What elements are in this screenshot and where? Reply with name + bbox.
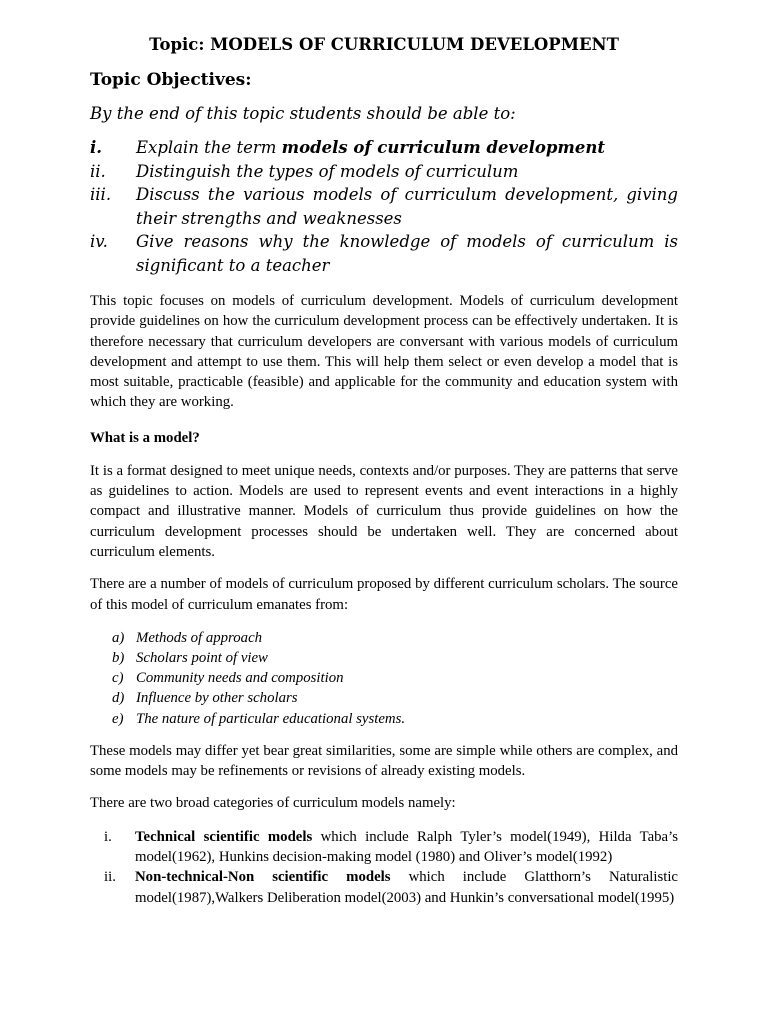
objectives-list — [90, 136, 678, 277]
objective-text: Explain the term — [136, 138, 282, 157]
objective-item — [90, 230, 678, 277]
source-item — [112, 709, 678, 729]
objective-item — [90, 136, 678, 160]
source-text: The nature of particular educational systems. — [136, 710, 406, 727]
objective-emphasis: models of curriculum development — [281, 138, 605, 157]
objective-number: ii. — [90, 161, 106, 181]
category-text: which include Glatthorn’s Naturalistic model(1987),Walkers Deliberation model(2003) and Hunkin’s conversational model(1995) — [135, 869, 678, 906]
category-item — [90, 867, 678, 908]
categories-paragraph: There are two broad categories of curriculum models namely: — [90, 795, 456, 812]
objective-number: i. — [90, 138, 103, 157]
source-item — [112, 668, 678, 688]
source-letter: e) — [112, 710, 124, 727]
page-title: Topic: MODELS OF CURRICULUM DEVELOPMENT — [149, 35, 619, 54]
objectives-lead: By the end of this topic students should be able to: — [90, 104, 516, 123]
objective-number: iv. — [90, 232, 108, 251]
category-item — [90, 827, 678, 868]
objectives-heading: Topic Objectives: — [90, 70, 252, 90]
sources-list — [90, 628, 678, 729]
objective-number: iii. — [90, 185, 112, 204]
category-name: Technical scientific models — [135, 828, 313, 845]
source-text: Methods of approach — [136, 629, 263, 646]
section-heading: What is a model? — [90, 429, 200, 446]
sources-paragraph: There are a number of models of curriculum proposed by different curriculum scholars. The source of this model of curriculum emanates from: — [90, 576, 678, 613]
document-page — [90, 30, 678, 908]
categories-list — [90, 827, 678, 908]
source-letter: b) — [112, 650, 125, 667]
source-letter: c) — [112, 670, 124, 687]
source-item — [112, 688, 678, 708]
objective-text: Give reasons why the knowledge of models of curriculum is significant to a teacher — [136, 232, 678, 275]
source-text: Community needs and composition — [136, 670, 344, 687]
objective-text: Discuss the various models of curriculum development, giving their strengths and weaknesses — [136, 185, 678, 228]
source-text: Scholars point of view — [136, 650, 268, 667]
source-item — [112, 628, 678, 648]
category-number: ii. — [104, 869, 116, 886]
objective-item — [90, 160, 678, 184]
category-name: Non-technical-Non scientific models — [135, 869, 391, 886]
objective-text: Distinguish the types of models of curriculum — [136, 161, 519, 181]
source-letter: d) — [112, 690, 125, 707]
source-text: Influence by other scholars — [136, 690, 298, 707]
objective-item — [90, 183, 678, 230]
category-text: which include Ralph Tyler’s model(1949), Hilda Taba’s model(1962), Hunkins decision-making model (1980) and Oliver’s model(1992) — [135, 828, 678, 866]
source-letter: a) — [112, 629, 125, 646]
source-item — [112, 648, 678, 668]
similarities-paragraph: These models may differ yet bear great similarities, some are simple while others are complex, and some models may be refinements or revisions of already existing models. — [90, 742, 678, 780]
model-definition-paragraph: It is a format designed to meet unique needs, contexts and/or purposes. They are patterns that serve as guidelines to action. Models are used to represent events and event interactions in a highly compact and illustrative manner. Models of curriculum thus provide guidelines on how the curriculum development processes should be undertaken well. They are concerned about curriculum elements. — [90, 462, 678, 560]
intro-paragraph: This topic focuses on models of curriculum development. Models of curriculum development provide guidelines on how the curriculum development process can be effectively undertaken. It is therefore necessary that curriculum developers are conversant with various models of curriculum development and attempt to use them. This will help them select or even develop a model that is most suitable, practicable (feasible) and applicable for the community and education system with which they are working. — [90, 293, 678, 411]
category-number: i. — [104, 828, 112, 845]
